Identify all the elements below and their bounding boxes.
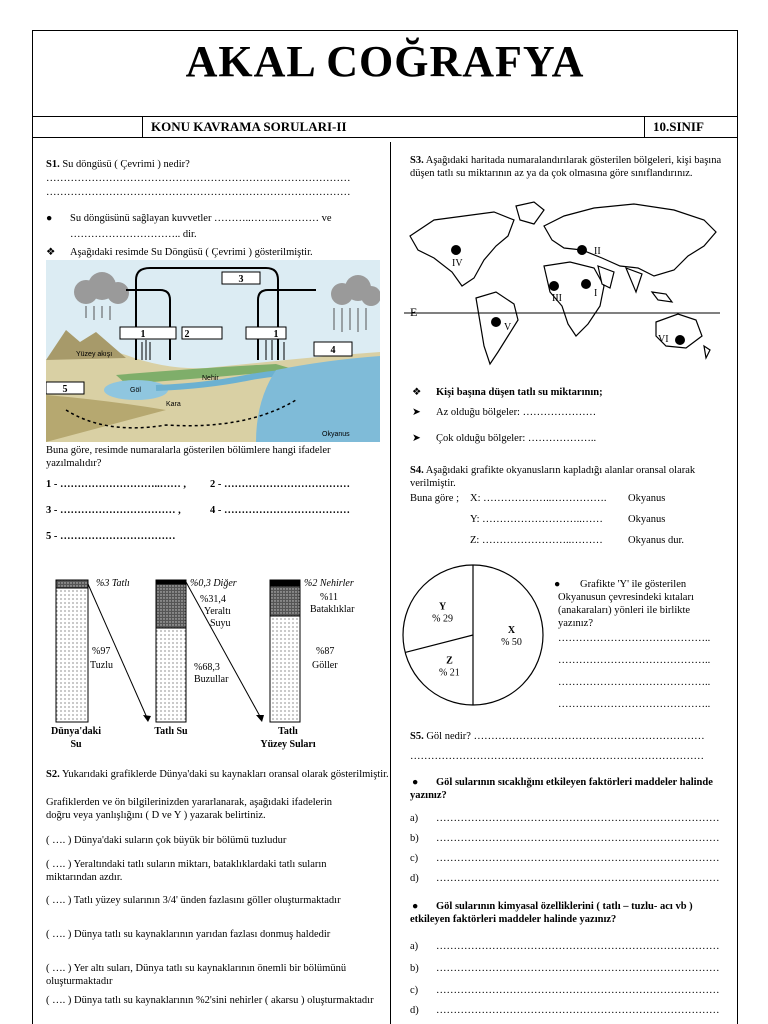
s4-answer-line[interactable]: …………………………………….. [558, 633, 711, 644]
s2-number: S2. [46, 769, 60, 780]
column-divider [390, 142, 391, 1024]
s4-question-text: Aşağıdaki grafikte okyanusların kapladığı alanlar oransal olarak verilmiştir. [410, 465, 696, 489]
s5-chem-letter-d: d) [410, 1005, 419, 1016]
bar2-top-label: %0,3 Diğer [190, 578, 237, 589]
pie-slice-value-y: % 29 [432, 613, 454, 625]
s5-temp-letter-b: b) [410, 833, 419, 844]
s1-diagram-intro: Aşağıdaki resimde Su Döngüsü ( Çevrimi ) gösterilmiştir. [70, 247, 313, 258]
s3-low-regions[interactable]: Az olduğu bölgeler: ………………… [436, 407, 597, 418]
s5-chem-answer-b[interactable]: ……………………………………………………………………… [436, 963, 720, 974]
map-label-iii: III [552, 293, 562, 304]
cycle-surface-runoff: Yüzey akışı [76, 351, 113, 358]
pie-slice-value-x: % 50 [501, 637, 522, 648]
s4-x-suffix: Okyanus [628, 493, 666, 504]
s5-question-text: Göl nedir? ………………………………………………………… [426, 731, 705, 742]
s4-y-question: Grafikte 'Y' ile gösterilen Okyanusun çevresindeki kıtaları (anakaraları) yönleri ile birlikte yazınız? [558, 579, 694, 629]
map-label-i: I [594, 288, 598, 299]
s2-intro-2b: doğru veya yanlışlığını ( D ve Y ) yazarak belirtiniz. [46, 810, 266, 821]
s5-temperature-question: Göl sularının sıcaklığını etkileyen faktörleri maddeler halinde yazınız? [410, 777, 713, 801]
map-label-iv: IV [452, 258, 463, 269]
cycle-label-1a: 1 [140, 329, 146, 340]
page-title: AKAL COĞRAFYA [185, 37, 585, 86]
cycle-label-1b: 1 [273, 329, 279, 340]
s3-high-regions[interactable]: Çok olduğu bölgeler: ……………….. [436, 433, 597, 444]
s1-number: S1. [46, 159, 60, 170]
s1-answer-line-2[interactable]: …………………………………………………………………………… [46, 187, 351, 198]
s5-temp-letter-d: d) [410, 873, 419, 884]
map-label-ii: II [594, 246, 601, 257]
bar3-swamp-value: %11 [320, 592, 338, 603]
header-grade: 10.SINIF [644, 116, 738, 138]
bullet-icon: ● [412, 901, 419, 912]
s1-forces-line-b: ………………………….. dir. [70, 229, 197, 240]
cycle-label-2: 2 [184, 329, 190, 340]
cycle-label-4: 4 [330, 345, 336, 356]
bar2-groundwater-value: %31,4 [200, 594, 226, 605]
s4-x-answer[interactable]: X: ………………..……………. [470, 493, 607, 504]
bar3-top-label: %2 Nehirler [304, 578, 354, 589]
s2-item[interactable]: ( …. ) Yeraltındaki tatlı suların miktarı, bataklıklardaki tatlı suların miktarından azdır. [46, 859, 327, 883]
diamond-bullet-icon: ❖ [412, 387, 422, 398]
s4-z-answer[interactable]: Z: ……………………..……… [470, 535, 603, 546]
s4-answer-line[interactable]: …………………………………….. [558, 677, 711, 688]
s1-answer-5[interactable]: 5 - …………………………… [46, 531, 176, 542]
pie-slice-label-y: Y [438, 601, 447, 613]
s1-answer-1[interactable]: 1 - ………………………..…… , [46, 479, 186, 490]
s2-item[interactable]: ( …. ) Dünya tatlı su kaynaklarının %2'sini nehirler ( akarsu ) oluşturmaktadır [46, 995, 374, 1006]
bar3-lake-label: Göller [312, 660, 338, 671]
s5-chem-answer-a[interactable]: ……………………………………………………………………… [436, 941, 720, 952]
cycle-river: Nehir [202, 375, 219, 382]
s2-item[interactable]: ( …. ) Tatlı yüzey sularının 3/4' ünden fazlasını göller oluşturmaktadır [46, 895, 341, 906]
s4-answer-line[interactable]: …………………………………….. [558, 699, 711, 710]
arrow-bullet-icon: ➤ [412, 407, 421, 418]
s5-chem-letter-c: c) [410, 985, 419, 996]
s1-bullet-forces: ● [46, 213, 53, 224]
s2-intro-2a: Grafiklerden ve ön bilgilerinizden yararlanarak, aşağıdaki ifadelerin [46, 797, 332, 808]
s1-answer-3[interactable]: 3 - …………………………… , [46, 505, 181, 516]
s5-temp-answer-d[interactable]: ……………………………………………………………………… [436, 873, 720, 884]
s4-buna: Buna göre ; [410, 493, 459, 504]
s5-chem-letter-a: a) [410, 941, 419, 952]
bar3-swamp-label: Bataklıklar [310, 604, 355, 615]
diamond-bullet-icon: ❖ [46, 247, 56, 258]
s5-temp-letter-c: c) [410, 853, 419, 864]
bar2-groundwater-label: Yeraltı [204, 606, 231, 617]
bar2-groundwater-label2: Suyu [210, 618, 231, 629]
s4-z-suffix: Okyanus dur. [628, 535, 684, 546]
s5-temp-answer-a[interactable]: ……………………………………………………………………… [436, 813, 720, 824]
s2-intro-text: Yukarıdaki grafiklerde Dünya'daki su kaynakları oransal olarak gösterilmiştir. [61, 769, 389, 780]
s5-chem-answer-d[interactable]: ……………………………………………………………………… [436, 1005, 720, 1016]
s1-answer-2[interactable]: 2 - ……………………………… [210, 479, 350, 490]
bar1-caption-2: Su [70, 739, 82, 750]
s1-question [46, 158, 190, 171]
s1-answer-intro: Buna göre, resimde numaralarla gösterilen bölümlere hangi ifadeler yazılmalıdır? [46, 445, 331, 469]
s5-chemical-question: Göl sularının kimyasal özelliklerini ( tatlı – tuzlu- acı vb ) etkileyen faktörleri maddeler halinde yazınız? [410, 901, 693, 925]
s1-answer-4[interactable]: 4 - ……………………………… [210, 505, 350, 516]
s3-question-text: Aşağıdaki haritada numaralandırılarak gösterilen bölgeleri, kişi başına düşen tatlı su miktarının az ya da çok olmasına göre sınıflandırınız. [410, 155, 722, 179]
s5-answer-line[interactable]: ………………………………………………………………………… [410, 751, 704, 762]
s1-question-text: Su döngüsü ( Çevrimi ) nedir? [62, 159, 190, 170]
s2-intro [46, 768, 389, 781]
map-label-v: V [504, 322, 512, 333]
s4-y-suffix: Okyanus [628, 514, 666, 525]
cycle-label-3: 3 [238, 274, 244, 285]
arrow-bullet-icon: ➤ [412, 433, 421, 444]
s3-number: S3. [410, 155, 424, 166]
cycle-label-5: 5 [62, 384, 68, 395]
s4-question [410, 464, 732, 490]
s5-chem-answer-c[interactable]: ……………………………………………………………………… [436, 985, 720, 996]
water-cycle-diagram [46, 260, 380, 442]
s5-temp-answer-b[interactable]: ……………………………………………………………………… [436, 833, 720, 844]
s1-answer-line-1[interactable]: …………………………………………………………………………… [46, 173, 351, 184]
cycle-land: Kara [166, 401, 181, 408]
s3-question [410, 154, 730, 180]
world-map [404, 196, 720, 368]
cycle-lake: Göl [130, 387, 141, 394]
s4-number: S4. [410, 465, 424, 476]
ocean-pie-chart [398, 560, 548, 710]
cycle-ocean: Okyanus [322, 431, 350, 438]
bar3-caption-2: Yüzey Suları [260, 739, 316, 750]
map-label-vi: VI [658, 334, 669, 345]
pie-slice-label-x: X [507, 625, 516, 636]
bullet-icon: ● [554, 579, 561, 590]
header-blank-cell [32, 116, 143, 138]
pie-slice-label-z: Z [446, 655, 453, 667]
header-subtitle: KONU KAVRAMA SORULARI-II [142, 116, 645, 138]
bullet-icon: ● [412, 777, 419, 788]
s2-item[interactable]: ( …. ) Dünya tatlı su kaynaklarının yarıdan fazlası donmuş haldedir [46, 929, 331, 940]
s3-subheading: Kişi başına düşen tatlı su miktarının; [436, 387, 603, 398]
pie-slice-value-z: % 21 [438, 667, 460, 679]
bar3-lake-value: %87 [316, 646, 335, 657]
s5-question [410, 730, 705, 743]
bar2-glacier-label: Buzullar [194, 674, 229, 685]
s5-temp-answer-c[interactable]: ……………………………………………………………………… [436, 853, 720, 864]
bar2-glacier-value: %68,3 [194, 662, 220, 673]
bar1-caption-1: Dünya'daki [50, 726, 102, 737]
equator-label: E [410, 305, 418, 319]
s5-number: S5. [410, 731, 424, 742]
bar1-mid-value: %97 [92, 646, 111, 657]
bar2-caption: Tatlı Su [154, 726, 188, 737]
s4-answer-line[interactable]: …………………………………….. [558, 655, 711, 666]
water-distribution-bars [40, 570, 380, 760]
bar1-mid-label: Tuzlu [90, 660, 113, 671]
s2-item[interactable]: ( …. ) Yer altı suları, Dünya tatlı su kaynaklarının önemli bir bölümünü oluşturmaktadır [46, 963, 347, 987]
s5-temp-letter-a: a) [410, 813, 419, 824]
bar3-caption-1: Tatlı [278, 726, 298, 737]
bar1-top-label: %3 Tatlı [96, 578, 130, 589]
s4-y-answer[interactable]: Y: ………………………..…… [470, 514, 603, 525]
s1-forces-line-a: Su döngüsünü sağlayan kuvvetler ………..……..………… ve [70, 213, 332, 224]
s2-item[interactable]: ( …. ) Dünya'daki suların çok büyük bir bölümü tuzludur [46, 835, 287, 846]
s5-chem-letter-b: b) [410, 963, 419, 974]
